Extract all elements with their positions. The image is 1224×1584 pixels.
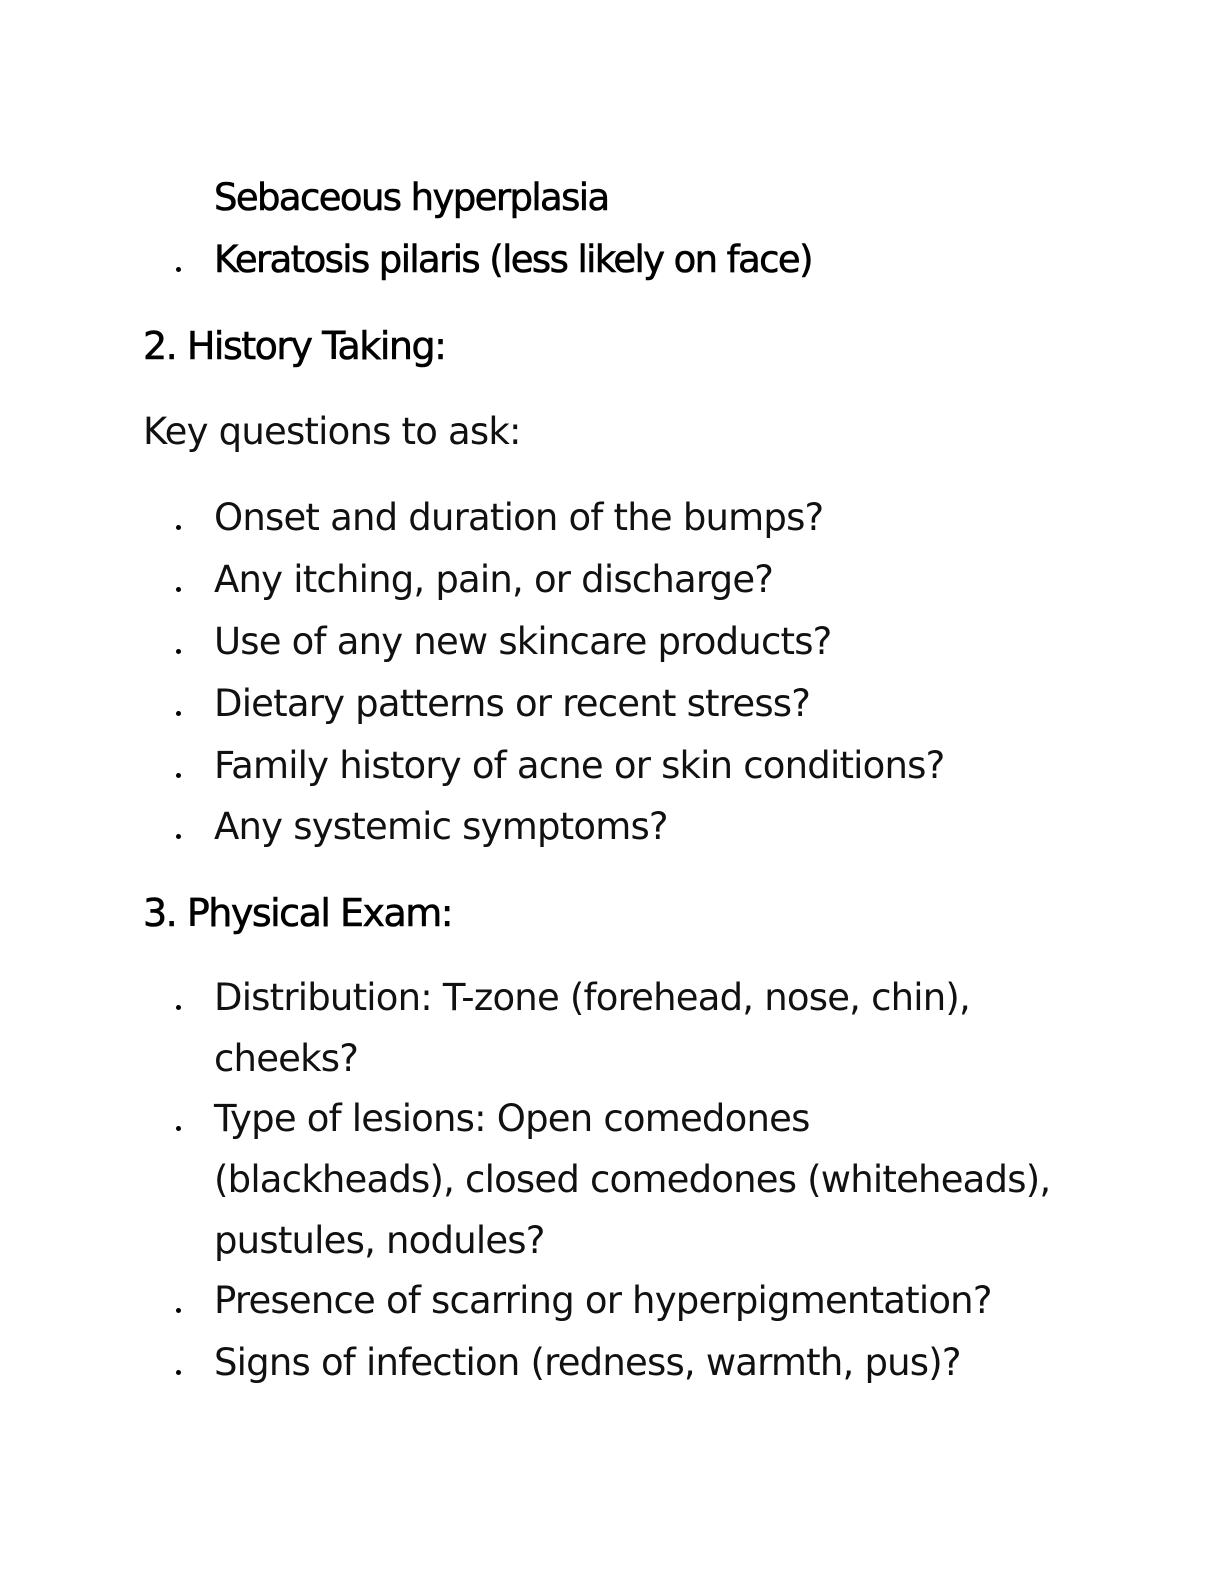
bullet-icon	[176, 773, 181, 778]
list-item-line: Distribution: T-zone (forehead, nose, chin),	[214, 976, 971, 1019]
bullet-icon	[176, 834, 181, 839]
bullet-icon	[176, 587, 181, 592]
section-heading-history: 2. History Taking:	[143, 324, 446, 368]
bullet-icon	[176, 525, 181, 530]
list-item: Any systemic symptoms?	[214, 805, 668, 848]
list-item: Any itching, pain, or discharge?	[214, 558, 774, 601]
bullet-icon	[176, 711, 181, 716]
bullet-icon	[176, 1370, 181, 1375]
list-item-line: pustules, nodules?	[214, 1219, 545, 1262]
list-item: Family history of acne or skin conditions?	[214, 744, 945, 787]
list-item-line: Type of lesions: Open comedones	[214, 1097, 810, 1140]
list-item: Sebaceous hyperplasia	[214, 176, 609, 219]
list-item-line: Signs of infection (redness, warmth, pus)?	[214, 1341, 961, 1384]
list-item: Use of any new skincare products?	[214, 620, 832, 663]
list-item-line: (blackheads), closed comedones (whiteheads),	[214, 1158, 1051, 1201]
bullet-icon	[176, 1308, 181, 1313]
bullet-icon	[176, 649, 181, 654]
list-item: Onset and duration of the bumps?	[214, 496, 824, 539]
bullet-icon	[176, 267, 181, 272]
list-item: Keratosis pilaris (less likely on face)	[214, 238, 812, 281]
intro-text: Key questions to ask:	[143, 410, 521, 453]
list-item-line: Presence of scarring or hyperpigmentation?	[214, 1279, 992, 1322]
bullet-icon	[176, 1126, 181, 1131]
list-item: Dietary patterns or recent stress?	[214, 682, 811, 725]
section-heading-physical-exam: 3. Physical Exam:	[143, 891, 453, 935]
bullet-icon	[176, 1005, 181, 1010]
list-item-line: cheeks?	[214, 1037, 359, 1080]
